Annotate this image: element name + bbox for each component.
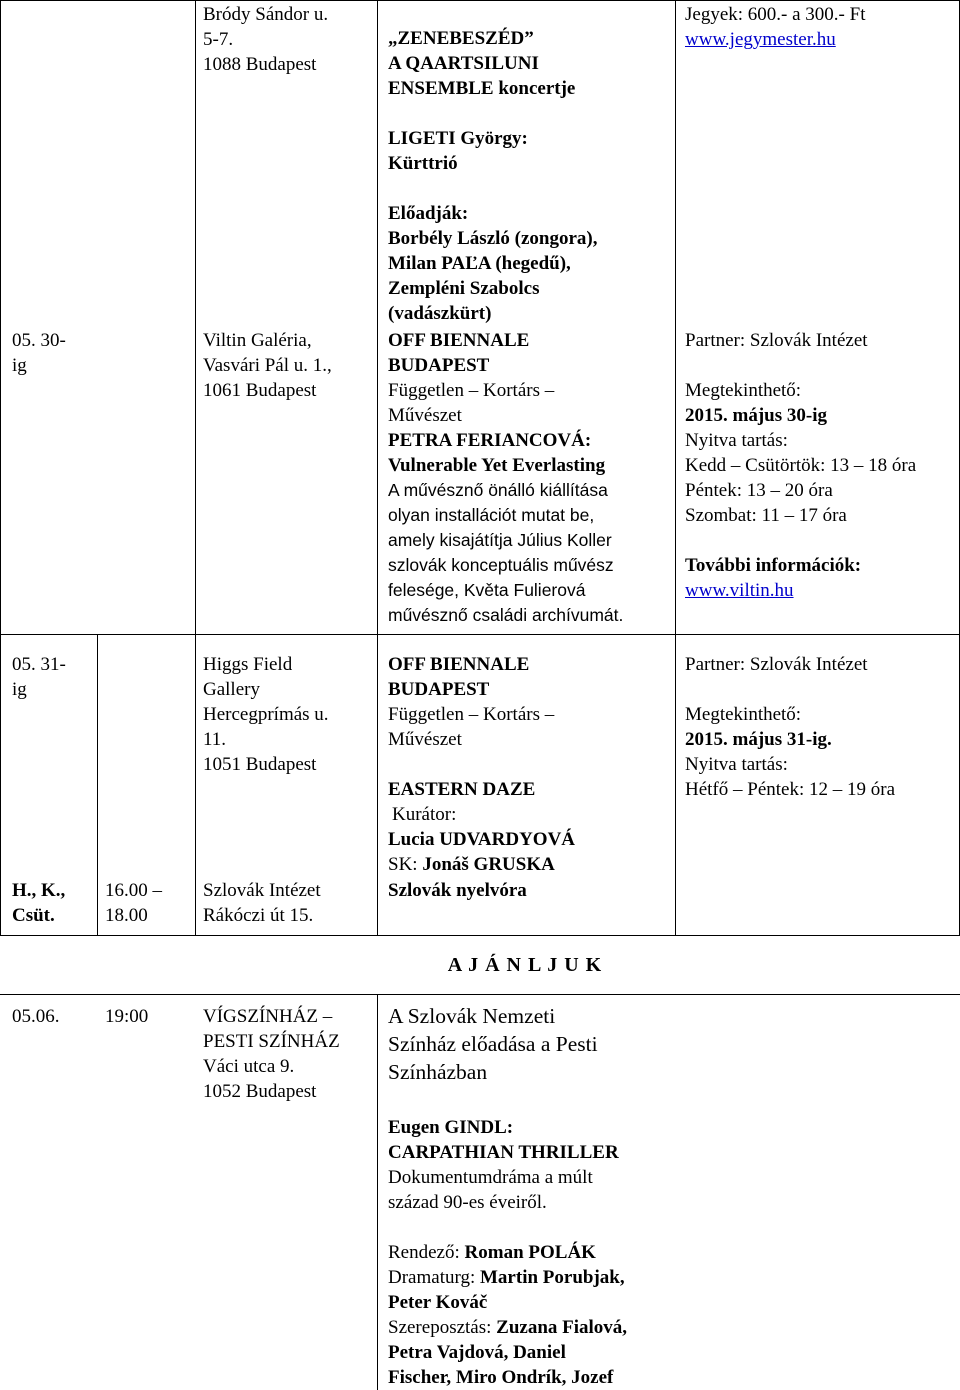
play-description: Eugen GINDL: CARPATHIAN THRILLER Dokumentumdráma a múlt század 90-es éveiről. Rendező: Roman POLÁK Dramaturg: Martin Porubjak, Peter Kováč Szereposztás: Zuzana Fialová, Petra Vajdová, Daniel Fischer, Miro Ondrík, Jozef xyxy=(388,1117,628,1388)
event-date: 05.06. xyxy=(12,1006,60,1027)
grid-line xyxy=(0,0,1,935)
exhibition-description: OFF BIENNALE BUDAPEST Független – Kortárs – Művészet EASTERN DAZE Kurátor: Lucia UDVARDYOVÁ SK: Jonáš GRUSKA xyxy=(388,654,576,875)
venue-address: Bródy Sándor u. 5-7. 1088 Budapest xyxy=(203,4,329,75)
venue-address: Higgs Field Gallery Hercegprímás u. 11. 1051 Budapest xyxy=(203,654,329,775)
recommend-heading: A J Á N L J U K xyxy=(447,954,603,976)
grid-line xyxy=(675,0,676,935)
grid-line xyxy=(0,935,960,936)
exhibition-info: Partner: Szlovák Intézet Megtekinthető: 2015. május 30-ig Nyitva tartás: Kedd – Csütörtök: 13 – 18 óra Péntek: 13 – 20 óra Szombat: 11 – 17 óra További információk: www.viltin.hu xyxy=(685,330,917,601)
venue-address: VÍGSZÍNHÁZ – PESTI SZÍNHÁZ Váci utca 9. 1052 Budapest xyxy=(203,1006,340,1102)
grid-line xyxy=(0,634,960,635)
grid-line xyxy=(377,0,378,935)
grid-line xyxy=(195,0,196,935)
exhibition-description: OFF BIENNALE BUDAPEST Független – Kortárs – Művészet PETRA FERIANCOVÁ: Vulnerable Yet Everlasting A művésznő önálló kiállítása olyan installációt mutat be, amely kisajátítja Július Koller szlovák konceptuális művész felesége, Květa Fulierová művésznő családi archívumát. xyxy=(388,330,624,625)
grid-line xyxy=(0,0,960,1)
venue-address: Szlovák Intézet Rákóczi út 15. xyxy=(203,880,321,926)
ticket-info: Jegyek: 600.- a 300.- Ft www.jegymester.hu xyxy=(685,4,866,50)
venue-address: Viltin Galéria, Vasvári Pál u. 1., 1061 Budapest xyxy=(203,330,332,401)
exhibition-info: Partner: Szlovák Intézet Megtekinthető: 2015. május 31-ig. Nyitva tartás: Hétfő – Péntek: 12 – 19 óra xyxy=(685,654,896,800)
grid-line xyxy=(97,634,98,935)
jegymester-link[interactable]: www.jegymester.hu xyxy=(685,29,836,50)
course-time: 16.00 – 18.00 xyxy=(105,880,162,926)
event-date: 05. 31- ig xyxy=(12,654,66,700)
course-days: H., K., Csüt. xyxy=(12,880,66,926)
concert-description: „ZENEBESZÉD” A QAARTSILUNI ENSEMBLE koncertje LIGETI György: Kürttrió Előadják: Borbély László (zongora), Milan PAĽA (hegedű), Zempléni Szabolcs (vadászkürt) xyxy=(388,28,598,324)
theatre-headline: A Szlovák Nemzeti Színház előadása a Pesti Színházban xyxy=(388,1004,598,1084)
event-time: 19:00 xyxy=(105,1006,149,1027)
grid-line xyxy=(0,994,960,995)
course-title: Szlovák nyelvóra xyxy=(388,880,527,901)
grid-line xyxy=(377,994,378,1390)
event-date: 05. 30- ig xyxy=(12,330,66,376)
viltin-link[interactable]: www.viltin.hu xyxy=(685,580,794,601)
